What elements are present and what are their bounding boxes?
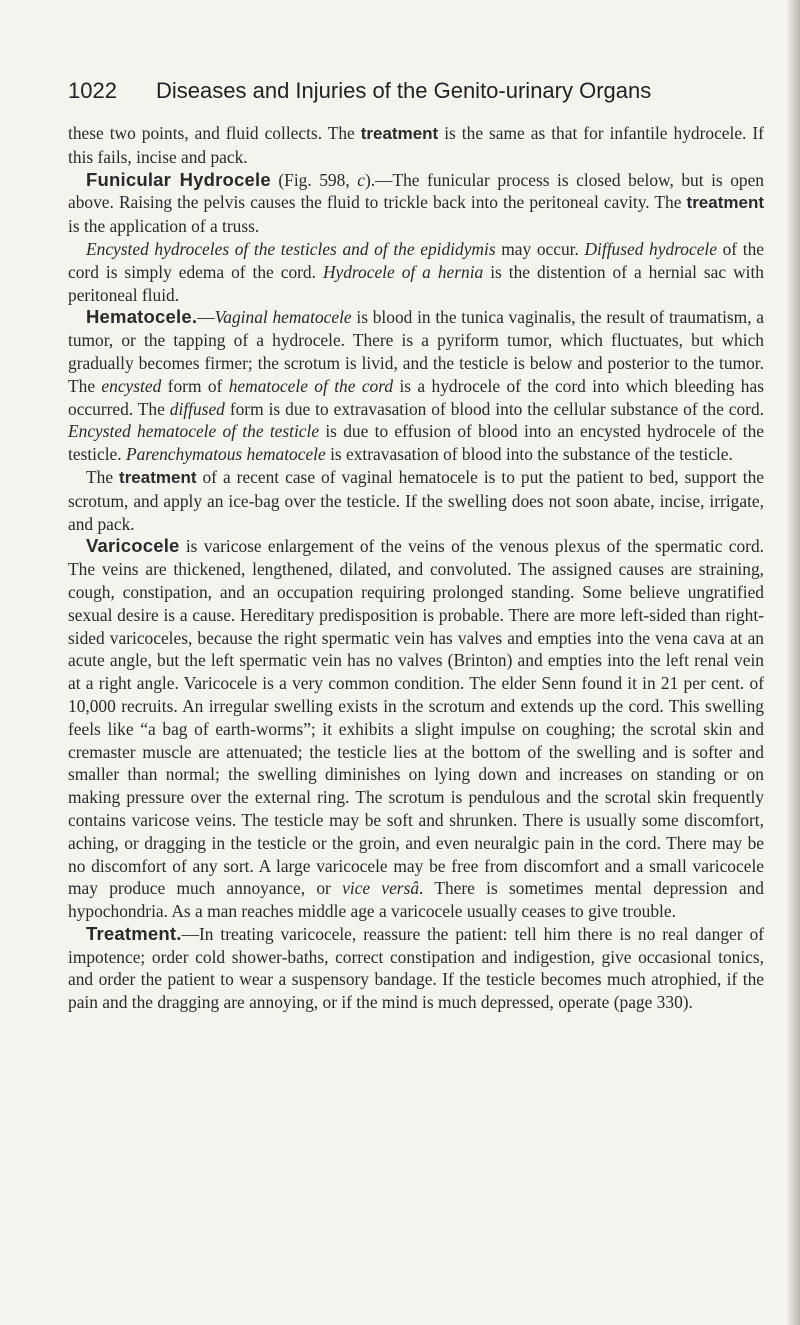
section-heading: Varicocele xyxy=(86,535,180,557)
paragraph-hematocele-treatment xyxy=(68,466,764,535)
body-text xyxy=(68,122,764,1014)
section-heading: Hematocele. xyxy=(86,306,198,328)
text-run: (Fig. 598, xyxy=(270,169,358,190)
italic-run: vice versâ xyxy=(342,878,420,899)
text-run: of the cord is simply edema of the cord. xyxy=(68,238,764,282)
text-run: of a recent case of vaginal hematocele is to put the patient to bed, support the scrotum, and apply an ice-bag over the testicle. If the swelling does not soon abate, incise, irrigate, and pack. xyxy=(68,466,764,534)
text-run: is the distention of a hernial sac with peritoneal fluid. xyxy=(68,261,764,305)
running-title: Diseases and Injuries of the Genito-urinary Organs xyxy=(156,78,652,103)
text-run: is blood in the tunica vaginalis, the result of traumatism, a tumor, or the tapping of a hydrocele. There is a pyriform tumor, which fluctuates, but which gradually becomes firmer; the scrotum is livid, and the testicle is below and posterior to the tumor. The xyxy=(68,307,764,396)
paragraph-funicular-hydrocele xyxy=(68,169,764,238)
text-run: is a hydrocele of the cord into which bleeding has occurred. The xyxy=(68,375,764,419)
text-run: form of xyxy=(161,375,229,396)
italic-run: c xyxy=(357,169,365,190)
italic-run: Encysted hydroceles of the testicles and of the epididymis xyxy=(86,238,496,259)
running-header xyxy=(68,78,768,104)
section-heading: Funicular Hydrocele xyxy=(86,168,271,190)
italic-run: hematocele of the cord xyxy=(228,375,394,396)
text-run: ).—The funicular process is closed below, but is open above. Raising the pelvis causes the fluid to trickle back into the peritoneal cavity. The xyxy=(68,169,764,213)
italic-run: Vaginal hematocele xyxy=(214,307,352,328)
italic-run: diffused xyxy=(169,398,225,419)
text-run: . There is sometimes mental depression and hypochondria. As a man reaches middle age a varicocele usually ceases to give trouble. xyxy=(68,878,764,922)
text-run: is due to effusion of blood into an encysted hydrocele of the testicle. xyxy=(68,421,764,465)
paragraph-varicocele xyxy=(68,535,764,923)
text-run: —In treating varicocele, reassure the patient: tell him there is no real danger of impotence; order cold shower-baths, correct constipation and indigestion, give occasional tonics, and order the patient to wear a suspensory bandage. If the testicle becomes much atrophied, if the pain and the dragging are annoying, or if the mind is much depressed, operate (page 330). xyxy=(68,923,764,1013)
text-run: form is due to extravasation of blood into the cellular substance of the cord. xyxy=(224,398,765,419)
treatment-keyword: treatment xyxy=(360,124,439,143)
paragraph-varicocele-treatment xyxy=(68,923,764,1014)
italic-run: Parenchymatous hematocele xyxy=(125,444,326,465)
text-run: is the application of a truss. xyxy=(68,216,260,237)
section-heading: Treatment. xyxy=(86,922,182,944)
page-number: 1022 xyxy=(68,78,117,103)
italic-run: encysted xyxy=(101,375,162,396)
page-edge-shadow xyxy=(786,0,800,1325)
paragraph-encysted-hydroceles xyxy=(68,238,764,306)
text-run: these two points, and fluid collects. The xyxy=(68,123,361,143)
text-run: may occur. xyxy=(495,238,585,259)
text-run: — xyxy=(197,307,215,328)
paragraph-hematocele xyxy=(68,306,764,466)
text-run: is extravasation of blood into the substance of the testicle. xyxy=(325,444,733,465)
treatment-keyword: treatment xyxy=(119,467,197,487)
italic-run: Diffused hydrocele xyxy=(584,238,717,259)
text-run: is varicose enlargement of the veins of the venous plexus of the spermatic cord. The veins are thickened, lengthened, dilated, and convoluted. The assigned causes are straining, cough, constipation, and an occupation requiring prolonged standing. Some believe ungratified sexual desire is a cause. Hereditary predisposition is probable. There are more left-sided than right-sided varicoceles, because the right spermatic vein has valves and empties into the vena cava at an acute angle, but the left spermatic vein has no valves (Brinton) and empties into the left renal vein at a right angle. Varicocele is a very common condition. The elder Senn found it in 21 per cent. of 10,000 recruits. An irregular swelling exists in the scrotum and extends up the cord. This swelling feels like “a bag of earth-worms”; it exhibits a slight impulse on coughing; the scrotal skin and cremaster muscle are attenuated; the testicle lies at the bottom of the swelling and is softer and smaller than normal; the swelling diminishes on lying down and increases on standing or on making pressure over the external ring. The scrotum is pendulous and the scrotal skin frequently contains varicose veins. The testicle may be soft and shrunken. There is usually some discomfort, aching, or dragging in the testicle or the groin, and even neuralgic pain in the cord. There may be no discomfort of any sort. A large varicocele may be free from discomfort and a small varicocele may produce much annoyance, or xyxy=(68,536,764,899)
paragraph xyxy=(68,122,764,169)
text-run: is the same as that for infantile hydrocele. If this fails, incise and pack. xyxy=(68,123,764,167)
treatment-keyword: treatment xyxy=(686,193,764,213)
italic-run: Encysted hematocele of the testicle xyxy=(68,421,320,442)
text-run: The xyxy=(86,466,120,487)
italic-run: Hydrocele of a hernia xyxy=(322,261,484,282)
